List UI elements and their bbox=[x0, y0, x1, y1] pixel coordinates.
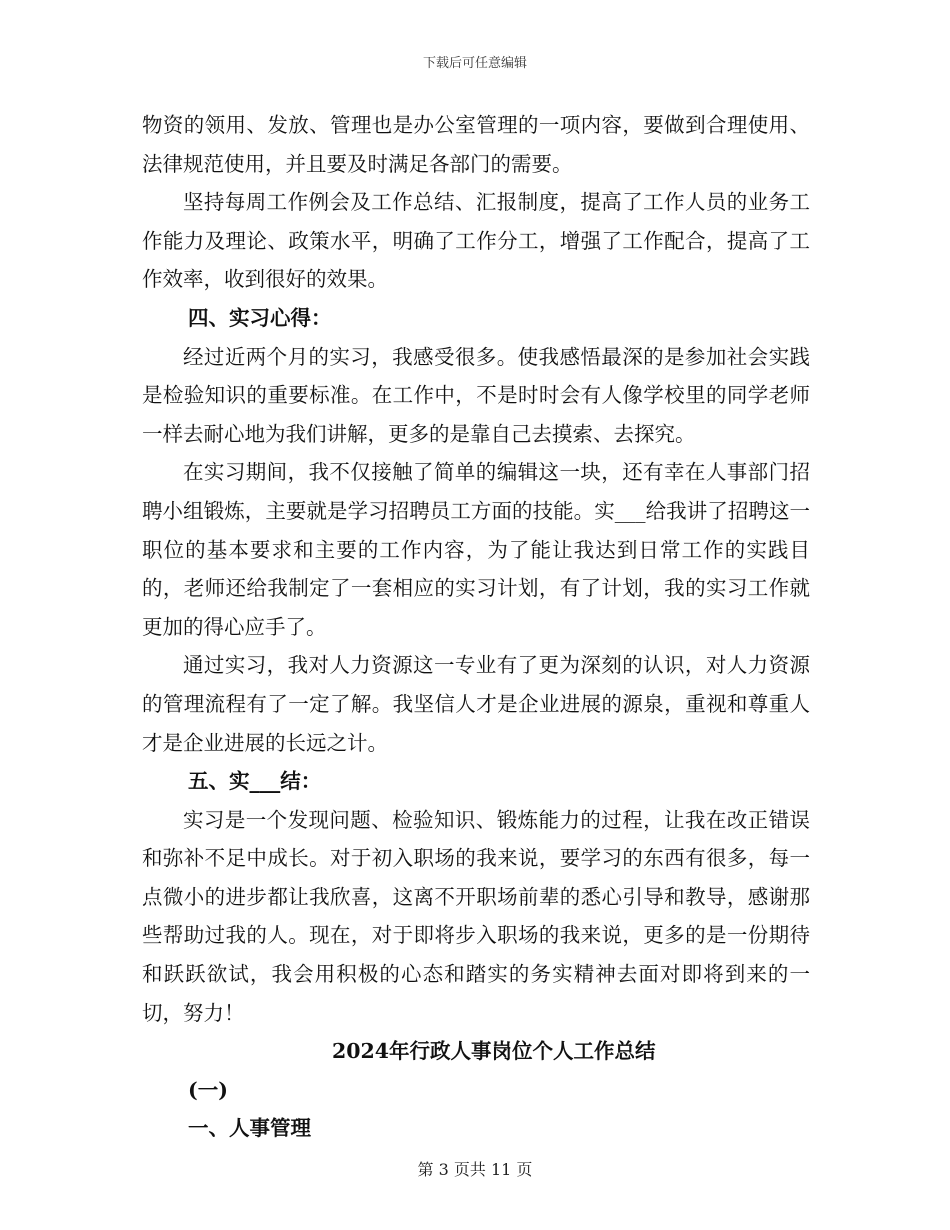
section-marker: (一) bbox=[188, 1077, 228, 1102]
heading-internship-summary: 五、实___结： bbox=[188, 769, 322, 794]
page-header: 下载后可任意编辑 bbox=[422, 56, 527, 71]
heading-personnel-management: 一、人事管理 bbox=[188, 1116, 311, 1141]
heading-internship-insights: 四、实习心得： bbox=[188, 305, 332, 330]
page-footer: 第 3 页共 11 页 bbox=[417, 1160, 533, 1179]
paragraph-recruitment: 在实习期间，我不仅接触了简单的编辑这一块，还有幸在人事部门招聘小组锻炼，主要就是学习招聘员工方面的技能。实___给我讲了招聘这一职位的基本要求和主要的工作内容，为了能让我达到日常工作的实践目的，老师还给我制定了一套相应的实习计划，有了计划，我的实习工作就更加的得心应手了。 bbox=[142, 460, 810, 639]
paragraph-hr-understanding: 通过实习，我对人力资源这一专业有了更为深刻的认识，对人力资源的管理流程有了一定了解。我坚信人才是企业进展的源泉，重视和尊重人才是企业进展的长远之计。 bbox=[142, 653, 810, 755]
document-body bbox=[142, 106, 810, 1148]
paragraph-supplies: 物资的领用、发放、管理也是办公室管理的一项内容，要做到合理使用、法律规范使用，并且要及时满足各部门的需要。 bbox=[142, 113, 810, 176]
document-title: 2024年行政人事岗位个人工作总结 bbox=[332, 1039, 656, 1064]
paragraph-experience: 经过近两个月的实习，我感受很多。使我感悟最深的是参加社会实践是检验知识的重要标准。在工作中，不是时时会有人像学校里的同学老师一样去耐心地为我们讲解，更多的是靠自己去摸索、去探究。 bbox=[142, 344, 810, 446]
paragraph-weekly-meeting: 坚持每周工作例会及工作总结、汇报制度，提高了工作人员的业务工作能力及理论、政策水平，明确了工作分工，增强了工作配合，提高了工作效率，收到很好的效果。 bbox=[142, 190, 810, 292]
paragraph-growth: 实习是一个发现问题、检验知识、锻炼能力的过程，让我在改正错误和弥补不足中成长。对于初入职场的我来说，要学习的东西有很多，每一点微小的进步都让我欣喜，这离不开职场前辈的悉心引导和教导，感谢那些帮助过我的人。现在，对于即将步入职场的我来说，更多的是一份期待和跃跃欲试，我会用积极的心态和踏实的务实精神去面对即将到来的一切，努力！ bbox=[142, 807, 810, 1025]
